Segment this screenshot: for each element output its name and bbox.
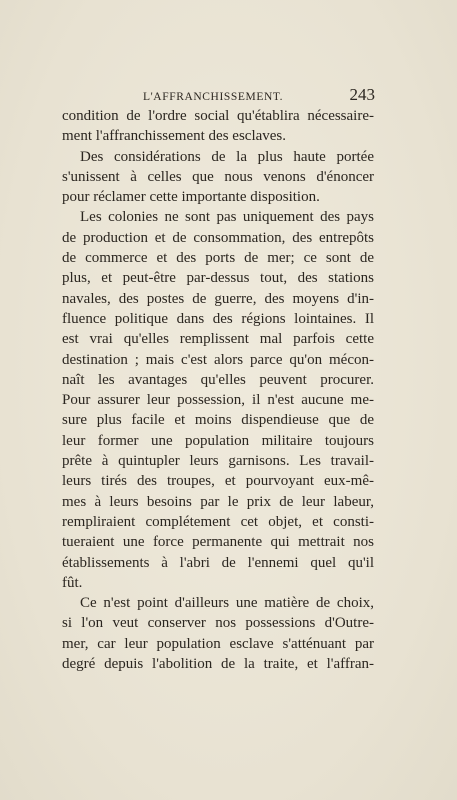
text-line: est vrai qu'elles remplissent mal parfois cette bbox=[62, 331, 374, 348]
text-line: rempliraient complétement cet objet, et consti- bbox=[62, 513, 374, 530]
text-line: ment l'affranchissement des esclaves. bbox=[62, 128, 287, 145]
text-line: leurs tirés des troupes, et pourvoyant eux-mê- bbox=[62, 473, 374, 490]
running-head: L'AFFRANCHISSEMENT. bbox=[143, 91, 284, 103]
text-line: Les colonies ne sont pas uniquement des pays bbox=[80, 209, 374, 226]
text-line: pour réclamer cette importante disposition. bbox=[62, 189, 320, 206]
text-line: mes à leurs besoins par le prix de leur labeur, bbox=[62, 493, 374, 510]
text-line: navales, des postes de guerre, des moyens d'in- bbox=[62, 290, 374, 307]
text-line: fluence politique dans des régions lointaines. Il bbox=[62, 310, 374, 327]
text-line: fût. bbox=[62, 574, 83, 591]
text-line: Des considérations de la plus haute portée bbox=[80, 148, 374, 165]
text-line: tueraient une force permanente qui mettrait nos bbox=[62, 534, 374, 551]
body-text bbox=[62, 106, 374, 674]
text-line: de production et de consommation, des entrepôts bbox=[62, 229, 374, 246]
text-line: degré depuis l'abolition de la traite, et l'affran- bbox=[62, 656, 374, 673]
text-line: sure plus facile et moins dispendieuse que de bbox=[62, 412, 374, 429]
text-line: de commerce et des ports de mer; ce sont de bbox=[62, 250, 374, 267]
text-line: naît les avantages qu'elles peuvent procurer. bbox=[62, 371, 374, 388]
text-line: prête à quintupler leurs garnisons. Les travail- bbox=[62, 453, 374, 470]
text-line: si l'on veut conserver nos possessions d'Outre- bbox=[62, 615, 374, 632]
text-line: Ce n'est point d'ailleurs une matière de choix, bbox=[80, 595, 374, 612]
text-line: Pour assurer leur possession, il n'est aucune me- bbox=[62, 392, 374, 409]
text-line: leur former une population militaire toujours bbox=[62, 432, 374, 449]
text-line: mer, car leur population esclave s'atténuant par bbox=[62, 635, 374, 652]
text-line: s'unissent à celles que nous venons d'énoncer bbox=[62, 168, 374, 185]
text-line: établissements à l'abri de l'ennemi quel qu'il bbox=[62, 554, 374, 571]
page-header bbox=[62, 85, 375, 108]
text-line: condition de l'ordre social qu'établira nécessaire- bbox=[62, 108, 374, 124]
text-line: plus, et peut-être par-dessus tout, des stations bbox=[62, 270, 374, 287]
text-line: destination ; mais c'est alors parce qu'on mécon- bbox=[62, 351, 374, 368]
page-number: 243 bbox=[349, 85, 375, 104]
